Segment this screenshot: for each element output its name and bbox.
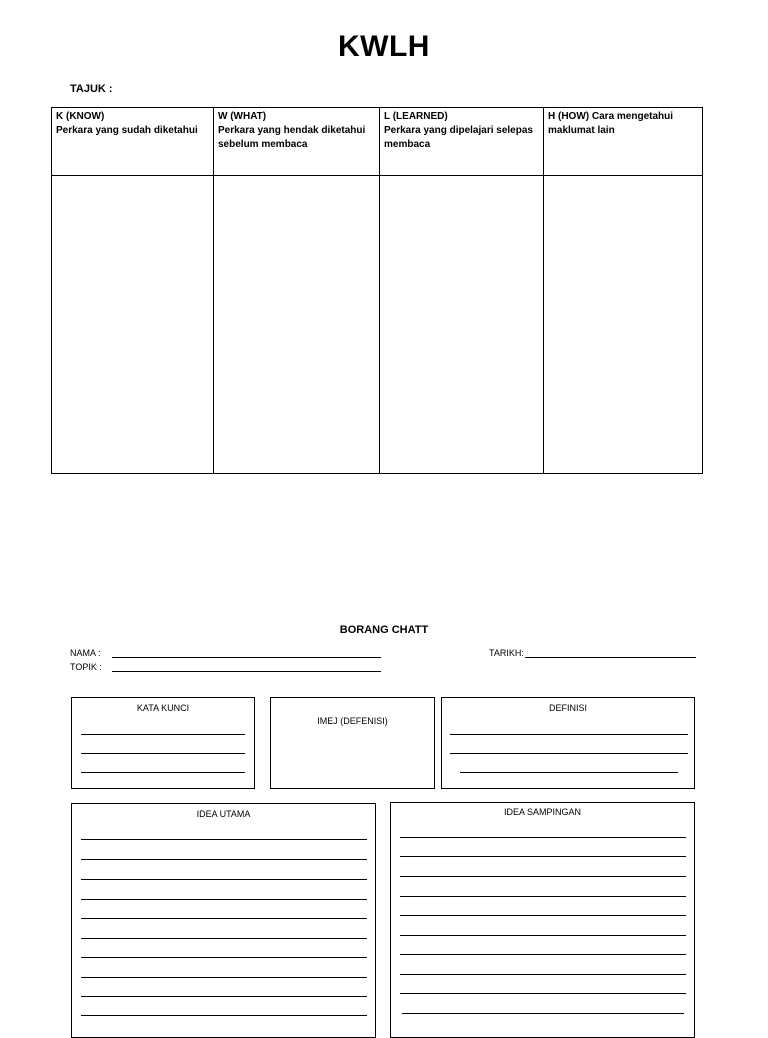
imej-box[interactable] [270, 697, 435, 789]
kwlh-header-k [52, 108, 214, 176]
kwlh-body-row [52, 176, 703, 474]
idea-sampingan-label: IDEA SAMPINGAN [503, 807, 582, 817]
kwlh-cell-k[interactable] [52, 176, 214, 474]
kwlh-cell-h[interactable] [544, 176, 703, 474]
definisi-box [441, 697, 695, 789]
idea-utama-line[interactable] [81, 899, 367, 900]
kata-kunci-box [71, 697, 255, 789]
idea-utama-line[interactable] [81, 938, 367, 939]
kwlh-heading: W (WHAT) [218, 111, 267, 122]
definisi-label: DEFINISI [548, 703, 587, 713]
idea-sampingan-line[interactable] [400, 837, 686, 838]
kwlh-heading: K (KNOW) [56, 111, 105, 122]
kwlh-header-l [380, 108, 544, 176]
kwlh-header-h [544, 108, 703, 176]
idea-utama-line[interactable] [81, 996, 367, 997]
kwlh-desc: Cara mengetahui maklumat lain [548, 111, 674, 136]
idea-sampingan-box [390, 802, 695, 1038]
idea-sampingan-line[interactable] [400, 974, 686, 975]
kwlh-cell-w[interactable] [214, 176, 380, 474]
definisi-line[interactable] [450, 734, 688, 735]
kwlh-header-w [214, 108, 380, 176]
idea-utama-line[interactable] [81, 859, 367, 860]
definisi-line[interactable] [460, 772, 678, 773]
kwlh-desc: Perkara yang sudah diketahui [56, 125, 198, 136]
idea-sampingan-line[interactable] [400, 993, 686, 994]
idea-utama-line[interactable] [81, 839, 367, 840]
page-title: KWLH [338, 30, 430, 63]
idea-utama-line[interactable] [81, 977, 367, 978]
tarikh-field[interactable] [525, 657, 696, 658]
idea-utama-line[interactable] [81, 1015, 367, 1016]
kwlh-cell-l[interactable] [380, 176, 544, 474]
idea-sampingan-line[interactable] [400, 876, 686, 877]
idea-utama-line[interactable] [81, 918, 367, 919]
topik-label: TOPIK : [70, 662, 102, 672]
idea-sampingan-line[interactable] [400, 896, 686, 897]
kwlh-desc: Perkara yang dipelajari selepas membaca [384, 125, 533, 150]
imej-label: IMEJ (DEFENISI) [317, 716, 388, 726]
nama-field[interactable] [112, 657, 381, 658]
kata-kunci-line[interactable] [81, 734, 245, 735]
kwlh-heading: H (HOW) [548, 111, 590, 122]
idea-utama-box [71, 803, 376, 1038]
nama-label: NAMA : [70, 648, 101, 658]
kwlh-desc: Perkara yang hendak diketahui sebelum membaca [218, 125, 366, 150]
kata-kunci-line[interactable] [81, 753, 245, 754]
idea-utama-line[interactable] [81, 879, 367, 880]
idea-sampingan-line[interactable] [400, 856, 686, 857]
kata-kunci-line[interactable] [81, 772, 245, 773]
topik-field[interactable] [112, 671, 381, 672]
idea-sampingan-line[interactable] [400, 935, 686, 936]
kwlh-heading: L (LEARNED) [384, 111, 448, 122]
tarikh-label: TARIKH: [489, 648, 524, 658]
idea-utama-label: IDEA UTAMA [196, 809, 251, 819]
idea-sampingan-line[interactable] [400, 954, 686, 955]
idea-utama-line[interactable] [81, 957, 367, 958]
idea-sampingan-line[interactable] [400, 915, 686, 916]
idea-sampingan-line[interactable] [402, 1013, 684, 1014]
tajuk-label: TAJUK : [70, 83, 113, 95]
borang-title: BORANG CHATT [339, 624, 429, 636]
kwlh-table [51, 107, 703, 474]
kata-kunci-label: KATA KUNCI [136, 703, 190, 713]
kwlh-header-row [52, 108, 703, 176]
definisi-line[interactable] [450, 753, 688, 754]
